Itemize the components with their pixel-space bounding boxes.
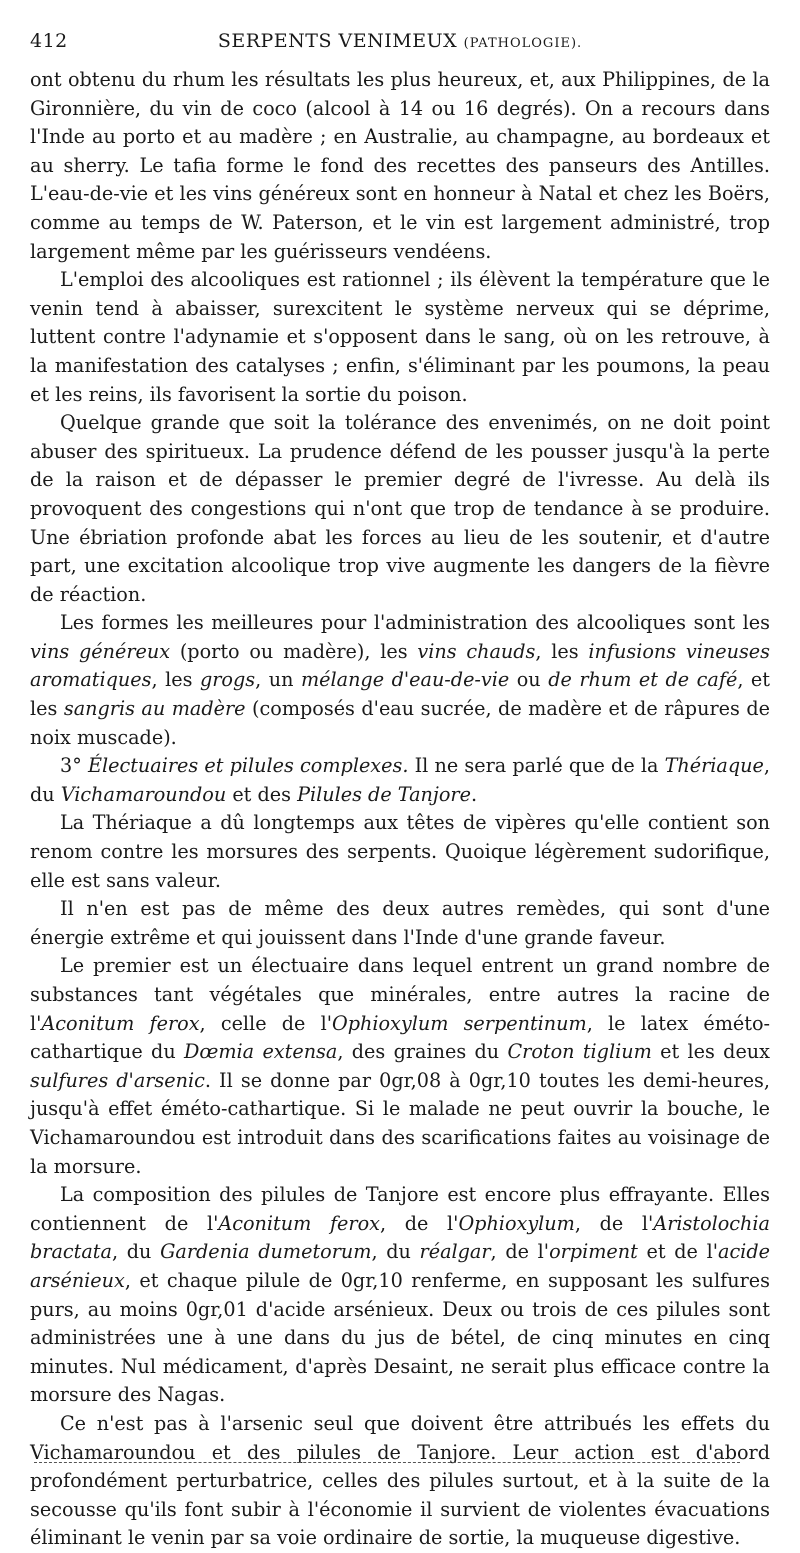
text-run: ou [509, 668, 549, 692]
italic-run: Ophioxylum [458, 1211, 575, 1235]
text-run: (composés d'eau sucrée, de madère et de râpures de noix muscade). [30, 697, 770, 749]
paragraph [30, 952, 770, 1181]
text-run: et de l' [637, 1240, 718, 1264]
text-run: , les [535, 639, 589, 663]
text-run: et des [226, 782, 298, 806]
book-page [30, 30, 770, 1553]
paragraph [30, 266, 770, 409]
text-run: Ce n'est pas à l'arsenic seul que doivent être attribués les effets du Vichamaroundou et des pilules de Tanjore. Leur action est d'abord profondément perturbatrice, celles des pilules surtout, et à la suite de la secousse qu'ils font subir à l'économie il survient de violentes évacuations éliminant le venin par sa voie ordinaire de sortie, la muqueuse digestive. [30, 1411, 770, 1550]
text-run: , du [371, 1240, 420, 1264]
text-run: , celle de l' [199, 1011, 332, 1035]
text-run: , du [30, 754, 770, 806]
text-run: La Thériaque a dû longtemps aux têtes de vipères qu'elle contient son renom contre les morsures des serpents. Quoique légèrement sudorifique, elle est sans valeur. [30, 811, 770, 892]
text-run: Les formes les meilleures pour l'administration des alcooliques sont les [60, 611, 770, 635]
text-run: La composition des pilules de Tanjore est encore plus effrayante. Elles contiennent de l' [30, 1183, 770, 1235]
text-run: , de l' [574, 1211, 654, 1235]
italic-run: acide arsénieux [30, 1240, 770, 1292]
text-run: , et chaque pilule de 0gr,10 renferme, en supposant les sulfures purs, au moins 0gr,01 d'acide arsénieux. Deux ou trois de ces pilules sont administrées une à une dans du jus de bétel, de cinq minutes en cinq minutes. Nul médicament, d'après Desaint, ne serait plus efficace contre la morsure des Nagas. [30, 1268, 770, 1407]
text-run: , de l' [490, 1240, 550, 1264]
italic-run: grogs [199, 668, 256, 692]
paragraph [30, 752, 770, 809]
italic-run: Dœmia extensa [184, 1040, 338, 1064]
text-run: , de l' [379, 1211, 459, 1235]
italic-run: orpiment [549, 1240, 638, 1264]
text-run: L'emploi des alcooliques est rationnel ; ils élèvent la température que le venin tend à abaisser, surexcitent le système nerveux qui se déprime, luttent contre l'adynamie et s'opposent dans le sang, où on les retrouve, à la manifestation des catalyses ; enfin, s'éliminant par les poumons, la peau et les reins, ils favorisent la sortie du poison. [30, 268, 770, 406]
italic-run: Aconitum ferox [41, 1011, 200, 1035]
italic-run: mélange d'eau-de-vie [300, 668, 510, 692]
text-run: et les deux [651, 1040, 770, 1064]
chapter-title: SERPENTS VENIMEUX [217, 30, 458, 52]
italic-run: Aristolochia bractata [30, 1211, 770, 1264]
italic-run: Croton tiglium [507, 1040, 652, 1064]
text-run: , et les [30, 668, 770, 721]
paragraph [30, 895, 770, 952]
paragraph [30, 1181, 770, 1410]
italic-run: vins généreux [30, 639, 171, 663]
italic-run: Aconitum ferox [218, 1211, 380, 1235]
text-run: . Il se donne par 0gr,08 à 0gr,10 toutes les demi-heures, jusqu'à effet éméto-cathartique. Si le malade ne peut ouvrir la bouche, le Vichamaroundou est introduit dans des scarifications faites au voisinage de la morsure. [30, 1068, 770, 1178]
text-run: Le premier est un électuaire dans lequel entrent un grand nombre de substances tant végétales que minérales, entre autres la racine de l' [30, 954, 770, 1035]
footer-rule [34, 1462, 740, 1463]
paragraph [30, 66, 770, 266]
italic-run: sangris au madère [63, 697, 246, 721]
italic-run: vins chauds [417, 639, 536, 663]
body-text [30, 66, 770, 1553]
paragraph [30, 409, 770, 609]
italic-run: Thériaque [664, 754, 764, 778]
paragraph [30, 1410, 770, 1553]
text-run: Il n'en est pas de même des deux autres remèdes, qui sont d'une énergie extrême et qui jouissent dans l'Inde d'une grande faveur. [30, 897, 770, 949]
text-run: , du [111, 1240, 161, 1264]
running-head [30, 30, 770, 60]
text-run: Il ne sera parlé que de la [408, 754, 665, 778]
chapter-subtitle: (PATHOLOGIE). [463, 36, 583, 51]
text-run: , un [255, 668, 301, 692]
paragraph [30, 609, 770, 752]
running-title [30, 30, 770, 52]
italic-run: Vichamaroundou [60, 782, 227, 806]
text-run: . [470, 782, 478, 806]
italic-run: Ophioxylum serpentinum [331, 1011, 587, 1035]
text-run: , les [151, 668, 200, 692]
italic-run: réalgar [419, 1240, 491, 1264]
text-run: (porto ou madère), les [170, 639, 418, 663]
page-number: 412 [30, 30, 68, 52]
text-run: ont obtenu du rhum les résultats les plus heureux, et, aux Philippines, de la Gironnière, du vin de coco (alcool à 14 ou 16 degrés). On a recours dans l'Inde au porto et au madère ; en Australie, au champagne, au bordeaux et au sherry. Le tafia forme le fond des recettes des panseurs des Antilles. L'eau-de-vie et les vins généreux sont en honneur à Natal et chez les Boërs, comme au temps de W. Paterson, et le vin est largement administré, trop largement même par les guérisseurs vendéens. [30, 68, 770, 263]
paragraph [30, 809, 770, 895]
italic-run: de rhum et de café [548, 668, 738, 692]
italic-run: Électuaires et pilules complexes. [87, 754, 409, 778]
text-run: Quelque grande que soit la tolérance des envenimés, on ne doit point abuser des spiritueux. La prudence défend de les pousser jusqu'à la perte de la raison et de dépasser le premier degré de l'ivresse. Au delà ils provoquent des congestions qui n'ont que trop de tendance à se produire. Une ébriation profonde abat les forces au lieu de les soutenir, et d'autre part, une excitation alcoolique trop vive augmente les dangers de la fièvre de réaction. [30, 411, 770, 606]
text-run: , des graines du [337, 1040, 508, 1064]
text-run: , le latex éméto-cathartique du [30, 1011, 770, 1064]
italic-run: Gardenia dumetorum [160, 1240, 372, 1264]
italic-run: infusions vineuses aromatiques [30, 639, 771, 692]
text-run: 3° [60, 754, 88, 778]
italic-run: sulfures d'arsenic [30, 1068, 205, 1092]
italic-run: Pilules de Tanjore [297, 782, 471, 806]
